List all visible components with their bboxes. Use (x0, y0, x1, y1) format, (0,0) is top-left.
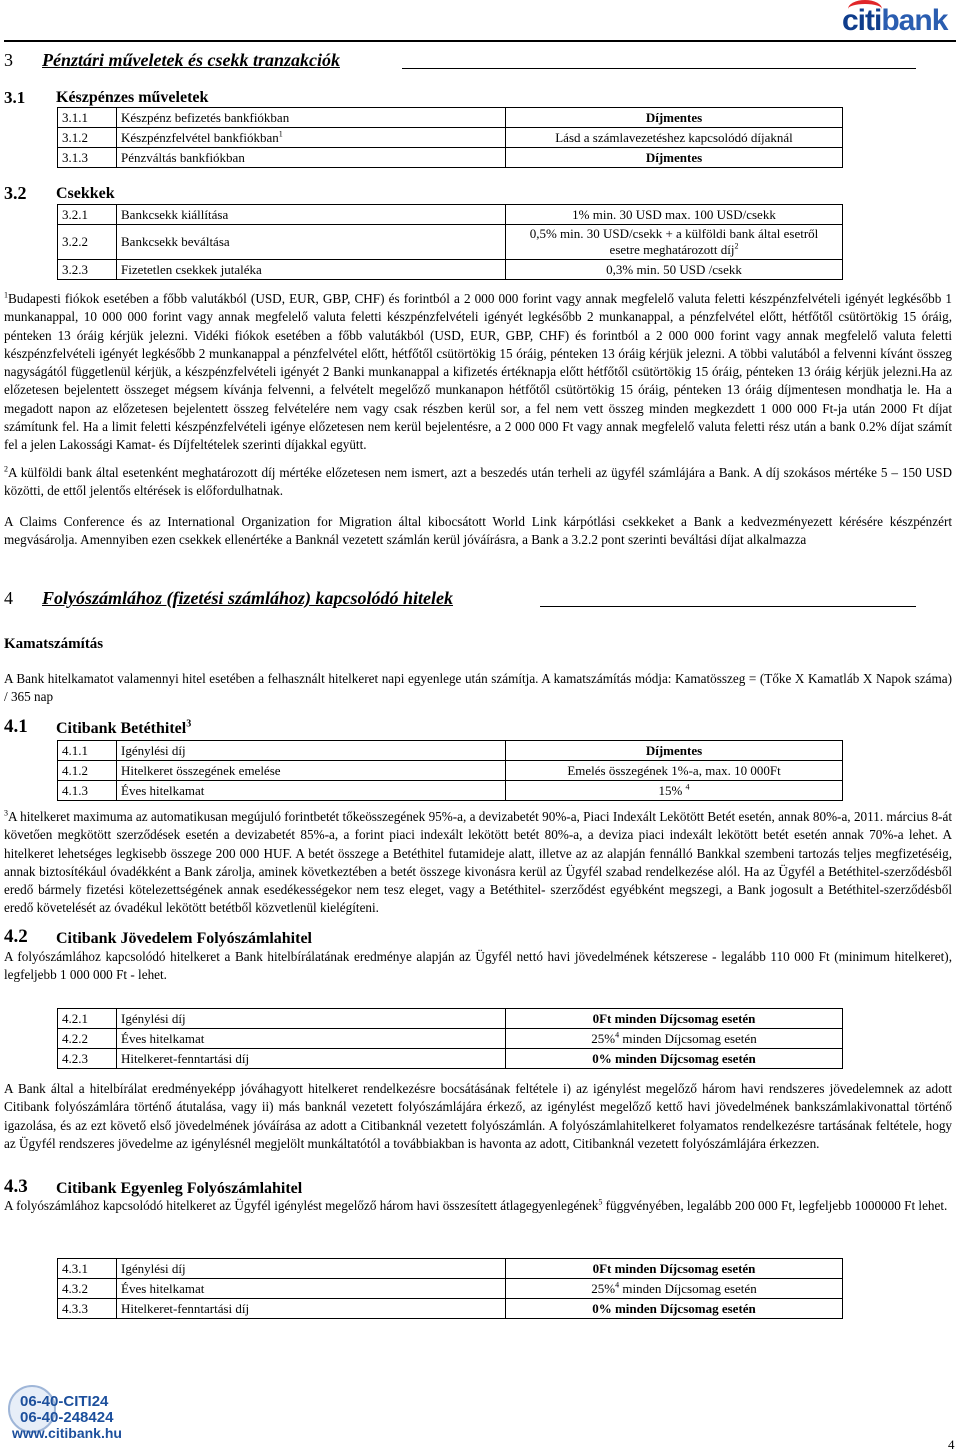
row-value: 25%$^4$ minden Díjcsomag esetén (506, 1279, 843, 1299)
section-4-1-title: Citibank Betéthitel$^3$ (56, 718, 192, 737)
row-value: Díjmentes (506, 108, 843, 128)
section-4-2-conditions: A Bank által a hitelbírálat eredményeképp jóváhagyott hitelkeret rendelkezésre bocsátásának feltétele i) az igénylést megelőző három havi rendszeres jövedelemnek az adott Citibank folyószámlára történő átutalása, vagy ii) más banknál vezetett folyószámlájára érkező, az igénylést megelőző kettő havi jövedelmének bankszámlakivonattal történő igazolása, és az ezt követő első jövedelmének jóváírása az adott a Citibanknál vezetett folyószámlán. A folyószámlahitelkeret folyamatos rendelkezésre tartásának feltétele, hogy az Ügyfél rendszeres jövedelme az igénylésnél megjelölt munkáltatótól a továbbiakban is havonta az adott, Citibanknál vezetett folyószámlájára érkezzen. (4, 1081, 953, 1151)
row-label: Pénzváltás bankfiókban (117, 148, 506, 168)
section-4-3-number: 4.3 (4, 1176, 28, 1197)
row-label: Igénylési díj (117, 741, 506, 761)
row-number: 3.2.3 (58, 260, 117, 280)
section-3-2-number: 3.2 (4, 183, 27, 203)
section-3-1-number: 3.1 (4, 88, 26, 107)
table-row (58, 761, 843, 781)
row-number: 4.1.3 (58, 781, 117, 801)
footnote-1: $^1$Budapesti fiókok esetében a főbb valutákból (USD, EUR, GBP, CHF) és forintból a 2 000 000 forint vagy annak megfelelő valuta feletti készpénzfelvételi igényét legkésőbb 1 munkanappal, 10 000 000 forint vagy annak megfelelő valuta feletti készpénzfelvételi igényét legkésőbb 2 munkanappal, a pénzfelvétel előtt, hétfőtől csütörtökig 15 óráig, pénteken 13 óráig kérjük jelezni. Vidéki fiókok esetében a főbb valutákból (USD, EUR, GBP, CHF) és forintból a 2 000 000 forint vagy annak megfelelő valuta feletti készpénzfelvételi igényét legkésőbb 2 munkanappal a pénzfelvétel előtt, hétfőtől csütörtökig 15 óráig, pénteken 13 óráig kérjük jelezni. A többi valutából a felvenni kívánt összeg nagyságától függetlenül kérjük, a készpénzfelvételi igényét 2 Banki munkanappal a kifizetés értéknapja előtt hétfőtől csütörtökig 15 óráig, pénteken 13 óráig kérjük jelezni.Ha az előzetesen bejelentett összeget mégsem kívánja felvenni, a felvételt megelőző munkanapon hétfőtől csütörtökig 15 óráig, pénteken 13 óráig díjmentesen mondhatja le. Ha a megadott napon az előzetesen bejelentett összeg felvételére nem vagy csak részben kerül sor, a fel nem vett összeg minden megkezdett 1 000 000 Ft-ja után 2000 Ft díjat számítunk fel. Ha a limit feletti készpénzfelvételi igénye előzetesen nem kerül bejelentésre, a 2 000 000 Ft vagy annak megfelelő valuta feletti rész után a bank 0.2% díjat számít fel a jelen Lakossági Kamat- és Díjfeltételek szerinti díjakkal együtt. (4, 290, 953, 453)
row-value: Emelés összegének 1%-a, max. 10 000Ft (506, 761, 843, 781)
row-value: 0,3% min. 50 USD /csekk (506, 260, 843, 280)
row-label: Hitelkeret összegének emelése (117, 761, 506, 781)
betethitel-table (57, 740, 843, 801)
table-row (58, 260, 843, 280)
table-row (58, 108, 843, 128)
page-number: 4 (948, 1437, 955, 1452)
table-row (58, 1259, 843, 1279)
row-label: Éves hitelkamat (117, 1279, 506, 1299)
row-value: 15% $^4$ (506, 781, 843, 801)
footer-phone-2: 06-40-248424 (20, 1409, 114, 1426)
table-row (58, 1049, 843, 1069)
jovedelem-table (57, 1008, 843, 1069)
row-value: 0,5% min. 30 USD/csekk + a külföldi bank által esetről esetre meghatározott díj$^2$ (506, 225, 843, 260)
row-value: 0Ft minden Díjcsomag esetén (506, 1259, 843, 1279)
row-number: 3.2.1 (58, 205, 117, 225)
section-4-number: 4 (4, 588, 13, 608)
row-number: 4.1.1 (58, 741, 117, 761)
table-row (58, 1029, 843, 1049)
claims-paragraph: A Claims Conference és az International Organization for Migration által kibocsátott World Link kárpótlási csekkeket a Bank a kedvezményezett kérésére készpénzért megvásárolja. Amennyiben ezen csekkek ellenértéke a Banknál vezetett számlán kerül jóváírásra, a Bank a 3.2.2 pont szerinti beváltási díjat alkalmazza (4, 514, 953, 548)
row-number: 3.1.3 (58, 148, 117, 168)
section-3-title: Pénztári műveletek és csekk tranzakciók (42, 50, 340, 70)
row-label: Éves hitelkamat (117, 1029, 506, 1049)
row-number: 4.3.1 (58, 1259, 117, 1279)
table-row (58, 205, 843, 225)
table-row (58, 128, 843, 148)
table-row (58, 1279, 843, 1299)
footer-phone-1: 06-40-CITI24 (20, 1393, 109, 1410)
row-number: 4.2.1 (58, 1009, 117, 1029)
row-number: 3.1.2 (58, 128, 117, 148)
checks-table (57, 204, 843, 280)
table-row (58, 781, 843, 801)
row-number: 4.2.2 (58, 1029, 117, 1049)
kamatszamitas-title: Kamatszámítás (4, 636, 104, 652)
row-label: Fizetetlen csekkek jutaléka (117, 260, 506, 280)
row-value: 0% minden Díjcsomag esetén (506, 1049, 843, 1069)
row-value: 0Ft minden Díjcsomag esetén (506, 1009, 843, 1029)
row-number: 4.3.2 (58, 1279, 117, 1299)
section-4-3-title: Citibank Egyenleg Folyószámlahitel (56, 1180, 303, 1197)
row-label: Hitelkeret-fenntartási díj (117, 1299, 506, 1319)
footer-contact-logo (6, 1385, 136, 1445)
row-label: Hitelkeret-fenntartási díj (117, 1049, 506, 1069)
row-value: 0% minden Díjcsomag esetén (506, 1299, 843, 1319)
cash-operations-table (57, 107, 843, 168)
section-4-2-intro: A folyószámlához kapcsolódó hitelkeret a Bank hitelbírálatának eredménye alapján az Ügyfél nettó havi jövedelmének kétszerese - legalább 110 000 Ft (minimum hitelkeret), legfeljebb 1 000 000 Ft - lehet. (4, 949, 952, 983)
table-row (58, 1299, 843, 1319)
row-label: Igénylési díj (117, 1009, 506, 1029)
citibank-logo: citibank (842, 4, 947, 38)
kamatszamitas-paragraph: A Bank hitelkamatot valamennyi hitel esetében a felhasznált hitelkeret napi egyenlege után számítja. A kamatszámítás módja: Kamatösszeg = (Tőke X Kamatláb X Napok száma) / 365 nap (4, 671, 952, 705)
section-4-title: Folyószámlához (fizetési számlához) kapcsolódó hitelek (42, 588, 454, 608)
row-number: 3.1.1 (58, 108, 117, 128)
footer-website: www.citibank.hu (12, 1425, 122, 1441)
row-value: 25%$^4$ minden Díjcsomag esetén (506, 1029, 843, 1049)
row-label: Készpénz befizetés bankfiókban (117, 108, 506, 128)
section-4-3-intro: A folyószámlához kapcsolódó hitelkeret az Ügyfél igénylést megelőző három havi összesített átlagegyenlegének$^5$ függvényében, legalább 200 000 Ft, legfeljebb 1000000 Ft lehet. (4, 1197, 948, 1213)
row-value: Díjmentes (506, 741, 843, 761)
row-value: 1% min. 30 USD max. 100 USD/csekk (506, 205, 843, 225)
section-3-number: 3 (4, 50, 13, 70)
row-number: 4.2.3 (58, 1049, 117, 1069)
section-4-2-title: Citibank Jövedelem Folyószámlahitel (56, 930, 312, 947)
row-value: Díjmentes (506, 148, 843, 168)
section-3-1-title: Készpénzes műveletek (56, 89, 209, 106)
section-3-rule (402, 68, 916, 69)
row-label: Bankcsekk kiállítása (117, 205, 506, 225)
footnote-2: $^2$A külföldi bank által esetenként meghatározott díj mértéke előzetesen nem ismert, azt a beszedés után terheli az ügyfél számlájára a Bank. A díj szokásos mértéke 5 – 150 USD közötti, de ettől jelentős eltérések is előfordulhatnak. (4, 464, 953, 499)
section-4-rule (540, 606, 916, 607)
egyenleg-table (57, 1258, 843, 1319)
table-row (58, 225, 843, 260)
footnote-3: $^3$A hitelkeret maximuma az automatikusan megújuló forintbetét tőkeösszegének 95%-a, a devizabetét 90%-a, Piaci Indexált Lekötött Betét esetén, annak 80%-a, 2011. március 8-át követően megkötött szerződések esetén a devizabetét 85%-a, a forint piaci indexált lekötött betét 80%-a, a deviza piaci indexált lekötött betét esetén annak 70%-a lehet. A hitelkeret lehetséges legkisebb összege 200 000 HUF. A betét összege a Betéthitel futamideje alatt, illetve az az alapján fennálló Bankkal szembeni tartozás teljes megfizetéséig, annak biztosítékául óvadékként a Bank zárolja, aminek következtében a betét összege kivonásra kerül az Ügyfél szabad rendelkezése alól. Ha az Ügyfél a Betéthitel-szerződésből eredő bármely fizetési kötelezettségének annak esedékességekor nem tesz eleget, vagy a Betéthitel- szerződést egyébként megszegi, a Bank jogosult a Betéthitel-szerződésből eredő követelését az óvadékul lekötött betétből közvetlenül kielégíteni. (4, 808, 953, 916)
row-value: Lásd a számlavezetéshez kapcsolódó díjaknál (506, 128, 843, 148)
section-3-2-title: Csekkek (56, 185, 115, 202)
row-number: 4.1.2 (58, 761, 117, 781)
header-rule (4, 40, 956, 42)
row-label: Éves hitelkamat (117, 781, 506, 801)
table-row (58, 1009, 843, 1029)
logo-arc-icon (848, 0, 882, 18)
section-4-1-number: 4.1 (4, 716, 28, 737)
row-label: Bankcsekk beváltása (117, 225, 506, 260)
table-row (58, 148, 843, 168)
row-number: 3.2.2 (58, 225, 117, 260)
row-label: Készpénzfelvétel bankfiókban$^1$ (117, 128, 506, 148)
row-label: Igénylési díj (117, 1259, 506, 1279)
section-4-2-number: 4.2 (4, 926, 28, 947)
row-number: 4.3.3 (58, 1299, 117, 1319)
table-row (58, 741, 843, 761)
